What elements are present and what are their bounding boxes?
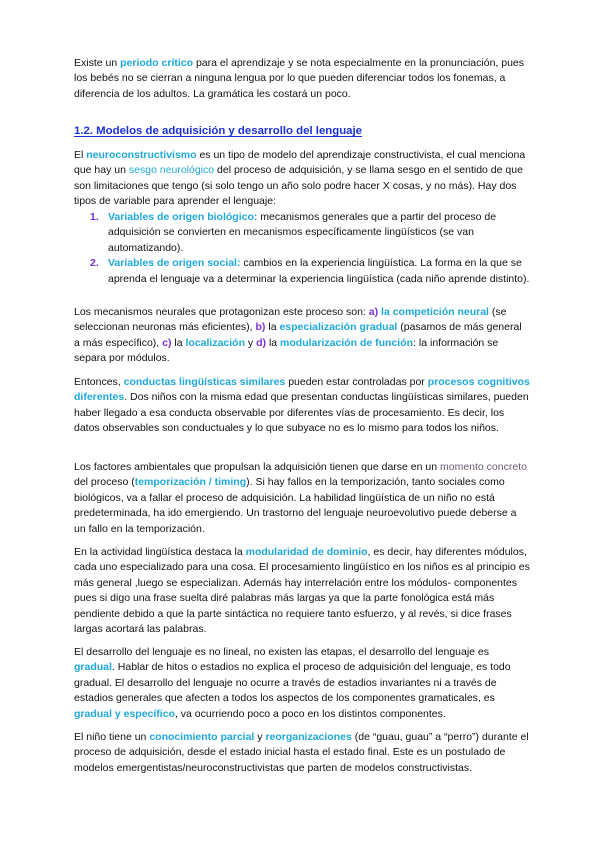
text: El niño tiene un bbox=[74, 731, 150, 743]
marker: b) bbox=[255, 321, 266, 334]
text: del proceso ( bbox=[74, 476, 135, 489]
keyword: Variables de origen biológico: bbox=[108, 211, 258, 223]
text: y bbox=[245, 336, 257, 349]
text: Los factores ambientales que propulsan la adquisición tienen que darse en un bbox=[74, 461, 440, 473]
keyword: sesgo neurológico bbox=[128, 164, 215, 177]
text: la bbox=[265, 321, 280, 334]
keyword: periodo crítico bbox=[120, 57, 194, 69]
keyword: Variables de origen social: bbox=[108, 257, 241, 270]
keyword: modularización de función bbox=[280, 336, 414, 349]
text: En la actividad lingüística destaca la bbox=[74, 546, 246, 558]
highlight: momento concreto bbox=[440, 461, 527, 473]
keyword: procesos cognitivos diferentes bbox=[74, 376, 530, 404]
text: mecanismos generales que a partir del proceso de adquisición se convierten en mecanismos específicamente lingüísticos (se van automatizando). bbox=[108, 211, 497, 254]
text: (se seleccionan neuronas más eficientes), bbox=[74, 306, 507, 334]
paragraph-desarrollo bbox=[74, 645, 530, 722]
text: del proceso de adquisición, y se llama sesgo en el sentido de que son limitaciones que tengo (si solo tengo un año solo podre hacer X cosas, y no más). Hay dos tipos de variable para aprender el lenguaje: bbox=[74, 164, 523, 208]
keyword: neuroconstructivismo bbox=[86, 149, 197, 161]
paragraph-mecanismos bbox=[74, 305, 530, 367]
paragraph-periodo-critico bbox=[74, 56, 530, 102]
keyword: gradual bbox=[74, 661, 112, 674]
keyword: conocimiento parcial bbox=[149, 731, 255, 743]
text: Los mecanismos neurales que protagonizan este proceso son: bbox=[74, 306, 369, 318]
text: es un tipo de modelo del aprendizaje constructivista, el cual menciona que hay un bbox=[74, 149, 526, 177]
paragraph-conocimiento bbox=[74, 730, 530, 776]
text: . Hablar de hitos o estadios no explica el proceso de adquisición del lenguaje, es todo gradual. El desarrollo del lenguaje no ocurre a través de estadios invariantes ni a través de estadios generales que afecten a todos los aspectos de los componentes gramaticales, es bbox=[74, 661, 511, 705]
keyword: conductas lingüísticas similares bbox=[123, 376, 286, 388]
text: pueden estar controladas por bbox=[285, 376, 428, 388]
keyword: especialización gradual bbox=[279, 321, 398, 334]
text: Entonces, bbox=[74, 376, 124, 388]
text: la bbox=[171, 336, 186, 349]
text: Existe un bbox=[74, 57, 121, 69]
text: cambios en la experiencia lingüística. La forma en la que se aprenda el lenguaje va a determinar la experiencia lingüística (cada niño aprende distinto). bbox=[108, 257, 530, 285]
list-item bbox=[74, 256, 530, 287]
text: . Dos niños con la misma edad que presentan conductas lingüísticas similares, pueden haber llegado a esa conducta observable por diferentes vías de procesamiento. Es decir, los datos observables son conductuales y lo que subyace no es lo mismo para todos los niños. bbox=[74, 391, 529, 435]
paragraph-neuroconstructivismo bbox=[74, 148, 530, 210]
text: para el aprendizaje y se nota especialmente en la pronunciación, pues los bebés no se cierran a ninguna lengua por lo que pueden diferenciar todos los fonemas, a diferencia de los adultos. La gramática les costará un poco. bbox=[74, 57, 525, 100]
paragraph-factores bbox=[74, 460, 530, 537]
list-number: 1. bbox=[90, 211, 99, 223]
text: (de “guau, guau” a “perro”) durante el proceso de adquisición, desde el estado inicial hasta el estado final. Este es un postulado de modelos emergentistas/neuroconstructivistas que parten de modelos constructivistas. bbox=[74, 731, 529, 774]
text: El desarrollo del lenguaje es no lineal, no existen las etapas, el desarrollo del lenguaje es bbox=[74, 646, 490, 658]
keyword: temporización / timing bbox=[134, 476, 247, 489]
keyword: modularidad de dominio bbox=[245, 546, 368, 558]
list-item bbox=[74, 210, 530, 256]
section-heading: 1.2. Modelos de adquisición y desarrollo del lenguaje bbox=[74, 125, 363, 137]
text: El bbox=[74, 149, 87, 161]
text: , va ocurriendo poco a poco en los distintos componentes. bbox=[174, 707, 446, 720]
text: (pasamos de más general a más específico), bbox=[74, 321, 522, 349]
text: , es decir, hay diferentes módulos, cada uno especializado para una cosa. El procesamiento lingüístico en los niños es al principio es más general ,luego se especializan. Además hay interrelación entre los módulos- componentes pues si digo una frase suelta diré palabras más largas ya que la parte fonológica está más pendiente debido a que la parte sintáctica no requiere tanto esfuerzo, y al revés, si dice frases largas acortará las palabras. bbox=[74, 546, 530, 636]
keyword: la competición neural bbox=[378, 306, 489, 318]
marker: c) bbox=[162, 336, 172, 349]
keyword: localización bbox=[185, 336, 246, 349]
paragraph-modularidad bbox=[74, 545, 530, 637]
keyword: gradual y específico bbox=[74, 707, 175, 720]
marker: d) bbox=[256, 336, 267, 349]
marker: a) bbox=[368, 306, 379, 318]
paragraph-conductas bbox=[74, 375, 530, 437]
keyword: reorganizaciones bbox=[265, 731, 352, 743]
text: y bbox=[254, 731, 266, 743]
list-number: 2. bbox=[90, 257, 99, 270]
variables-list bbox=[74, 210, 530, 287]
text: : la información se separa por módulos. bbox=[74, 336, 499, 365]
text: la bbox=[266, 336, 281, 349]
text: ). Si hay fallos en la temporización, tanto sociales como biológicos, va a fallar el proceso de adquisición. La habilidad lingüística de un niño no está predeterminada, ha ido emergiendo. Un trastorno del lenguaje neuroevolutivo puede deberse a un fallo en la temporización. bbox=[74, 476, 517, 535]
